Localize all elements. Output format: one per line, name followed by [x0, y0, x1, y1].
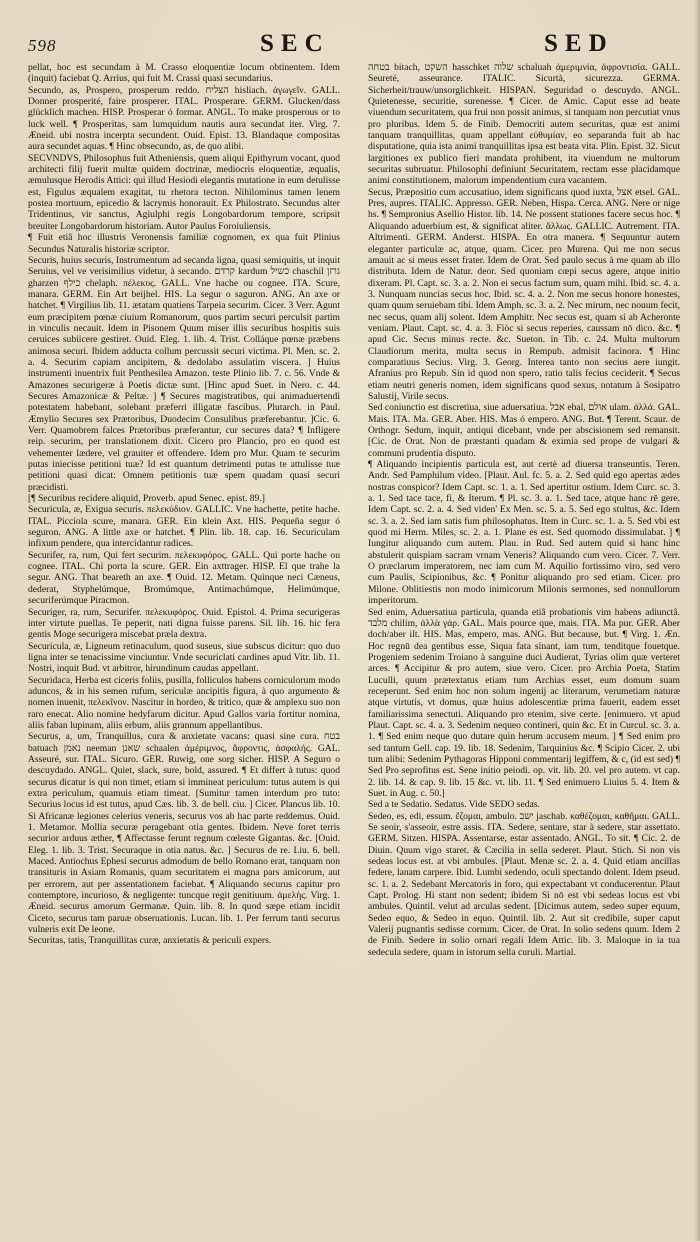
dictionary-entry: Securicula, æ, Exigua securis. πελεκύδιον. GALLIC. Vne hachette, petite hache. ITAL. Picciola scure, manara. GER. Ein klein Axt. HIS. Pequeña segur ó seguron. ANG. A little axe or hatchet. ¶ Plin. lib. 18. cap. 16. Securiculam infixum pendere, qua intercidantur radices. — [28, 504, 340, 550]
dictionary-entry: pellat, hoc est secundam à M. Crasso eloquentiæ locum obtinentem. Idem (inquit) faciebat Q. Arrius, qui fuit M. Crassi quasi secundarius. — [28, 62, 340, 85]
dictionary-entry: Securiger, ra, rum, Securifer. πελεκυφόρος. Ouid. Epistol. 4. Prima securigeras inter virtute puellas. Te peperit, nati digna fuisse parens. Sil. lib. 16. hic fera gentis Moge securigera miscebat præla dextra. — [28, 606, 340, 641]
dictionary-entry: Securifer, ra, rum, Qui fert securim. πελεκυφόρος. GALL. Qui porte hache ou cognee. ITAL. Chi porta la scure. GER. Ein axttrager. HISP. El que trahe la segur. ANG. That beareth an axe. ¶ Ouid. 12. Metam. Quinque neci Cæneus, dederat, Styphelúmque, Bromúmque, Antimachúmque, Helimúmque, securiferúmque Piracmon. — [28, 549, 340, 607]
dictionary-entry: ¶ Aliquando incipientis particula est, aut certè ad diuersa transeuntis. Teren. Andr. Sed Pamphilum video. [Plaut. Aul. fc. 5. a. 2. Sed quid ego apertas ædes nostras conspicor? Idem Capt. sc. 1. a. 1. Sed apertitur ostium. Idem Curc. sc. 3. a. 1. Sed tace tace, fi, & Iterum. ¶ Pl. sc. 3. a. 1. Sed tace, atque hanc rē gere. Idem Capt. sc. 2. a. 4. Sed viden' Ex Men. sc. 5. a. 5. Sed ego stultus, &c. Idem sc. 3. a. 2. Sed iam satis fum philosophatus. Item in Curc. sc. 1. a. 5. Sed vbi est quod mi Herm. Miles, sc. 2. a. 1. Plane es est. Sed quomodo dissimulabat. ] ¶ Iungitur aliquando cum autem. Plau. in Rud. Sed autem quid si hanc hinc abstulerit quispiam sacram vrnam Veneris? Aliquando cum vero. Cicer. 7. Verr. O præclarum imperatorem, nec iam cum M. Aquilio fortissimo viro, sed vero cum Paulis, Scipionibus, &c. ¶ Ponitur aliquando pro sed etiam. Cicer. pro Milone. Oblitiestis non modo inimicorum Milonis sermones, sed nonnullorum imperitorum. — [368, 459, 680, 607]
left-column — [28, 62, 340, 1242]
text-columns — [28, 62, 680, 1242]
dictionary-entry: Securis, huius securis, Instrumentum ad secanda ligna, quasi semiquitis, ut inquit Seruius, vel ve verisimilius videtur, à secando. קרדם kardum כשיל chaschil גרזן gharzen כילף chelaph. πέλεκυς. GALL. Vne hache ou cognee. ITA. Scure, manara. GERM. Ein Art beijhel. HIS. La segur o saguron. ANG. An axe or hatchet. ¶ Virgilius lib. 11. ætatam quatiens Tarpeia securim. Cicer. 3 Verr. Agunt eum præcipitem pœnæ ciuium Romanorum, quos partim securi perculsit partim in vinculis necauit. Idem in Pisonem Quum miser illis securibus hospitis suis ceruices subiicere gestiret. Ouid. Eleg. 1. lib. 4. Trist. Colláque pœnæ præbens animosa securi. Ibidem adducta collum percussit securi victima. Pl. Men. sc. 2. a. 4. Securim capiam ancipitem, & dedolabo assulatim viscera. ] Huius instrumenti inuentrix fuit Penthesilea Amazon. teste Plinio lib. 7. c. 56. Vnde & Amazones securigeræ à Poetis dictæ sunt. [Hinc apud Suet. in Nero. c. 44. Secures Amazonicæ & Peltæ. ] ¶ Secures magistratibus, qui animaduertendi potestatem habebant, solebant præferri illigatæ fascibus. Plutarch. in Paul. Æmylio Secures sex Prætoribus, Duodecim Consulibus præferebantur. ]Cic. 6. Verr. Quamobrem falces Prætoribus præferantur, cur secures data? ¶ Infligere reip. securim, per translationem dixit. Cicero pro Plancio, pro eo quod est vehementer lædere, vel grauiter et offendere. Idem pro Mur. Quam te securim putas iniecisse petitioni tuæ? Id est quantum detrimenti putas te attulisse tuæ petitioni quasi dicat: Omnem petitionis tuæ spem quadam quasi securi præcidisti. — [28, 254, 340, 493]
dictionary-entry: Securidaca, Herba est ciceris foliis, pusilla, folliculos habens corniculorum modo aduncos, & in his semen rufum, sericulæ ancipitis figura, à quo argumento & nomen inuenit, πελεκῖνον. Nascitur in hordeo, & tritico, quæ & amplexu suo non raro enecat. Alio nomine hedyfarum dicitur. Apud Gallos varia fortitur nomina, aliis faban lupinam, aliis erbum, aliis grannum appellantibus. — [28, 674, 340, 731]
left-headword: SEC — [260, 30, 330, 57]
dictionary-entry: Securicula, æ, Ligneum retinaculum, quod suseus, siue subscus dicitur: quo duo ligna inter se tenacissime vinciuntur. Vnde securiclati cardines apud Vitr. lib. 11. Nostri, inquit Bud. vt arbitror, hirundinum caudas appellant. — [28, 640, 340, 675]
dictionary-entry: Sed a te Sedatio. Sedatus. Vide SEDO sedas. — [368, 799, 540, 811]
dictionary-entry: Sed coniunctio est discretiua, siue aduersatiua. אבל ebal, אולם ulam. ἀλλά. GAL. Mais. ITA. Ma. GER. Aber. HIS. Mas ó empero. ANG. But. ¶ Terent. Scaur. de Orthogr. Sedum, inquit, antiqui dicebant, vnde per abscisionem sed remansit. [Cic. de Orat. Non de præstanti quadam & eximia sed prope de vulgari & communi prudentia disputo. — [368, 402, 680, 459]
right-headword: SED — [544, 30, 614, 57]
paper-edge-shadow — [694, 0, 700, 1241]
dictionary-entry: Securitas, tatis, Tranquillitas curæ, anxietatis & periculi expers. — [28, 935, 272, 947]
dictionary-entry: Secundo, as, Prospero, prosperum reddo. הצליח hisliach. ἀγωγεῖν. GALL. Donner prosperité, faire prosperer. ITAL. Prosperare. GERM. Glucken/dass glücklich machen. HISP. Prosperar ó formar. ANGL. To make prosperous or to luck well. ¶ Prosperitas, sam lumquidum nautis aura secundat iter. Virg. 7. Æneid. ubi nostra incerpta secundent. Ouid. Epist. 13. Blandaque compositas aura secundet aquas. ¶ Hinc obsecundo, as, de quo alibi. — [28, 84, 340, 153]
dictionary-entry: Sedeo, es, edi, essum. ἕζομαι, ambulo. ישב jaschab. καθέζομαι, καθῆμαι. GALL. Se seoir, s'asseoir, estre assis. ITA. Sedere, sentare, star à sedere, star assettato. GERM. Sitzen. HISPA. Assentarse, estar assentado. ANGL. To sit. ¶ Cic. 2. de Diuin. Quum vigo staret. & Cæcilia in sella sederet. Plaut. Stich. Si non vis sedeas locus est. at vbi ambules. [Plaut. Menæ sc. 2. a. 4. Quid etiam ancillas federe, lanam carpere. Ibid. Lumbi sedendo, oculi spectando dolent. Idem pseud. sc. 1. a. 2. Sedebant Mercatoris in foro, qui expectabant vt conducerentur. Plaut Capt. Prolog. Hi stant non sedent; ibidem Si nō est vbi sedeas locus est vbi ambules. Quintil. velut ad arculas sedent. [Dicimus autem, sedeo super equum, Sedeo equo, & Sedeo in equo. Quintil. lib. 2. Aut sit credibile, super caput Valerij pugnantis sedisse cornum. Cicer. de Orat. In solio sedens quum. Idem 2 de Finib. Sedere in solio ornari regali Idem Attic. lib. 3. Maloque in ia tua sedecula sedere, quam in istorum sella curuli. Martial. — [368, 810, 680, 958]
dictionary-entry: [¶ Securibus recidere aliquid, Proverb. apud Senec. epist. 89.] — [28, 493, 265, 505]
dictionary-entry: בטחה bitach, השקט hasschket שלוה schaluah ἀμεριμνία, ἀφροντισία. GALL. Seureté, asseurance. ITALIC. Sicurtà, sicurezza. GERMA. Sicherheit/trauw/unsorglichkeit. HISPAN. Seguridad o descuydo. ANGL. Quietenesse, securitie, surenesse. ¶ Cicer. de Amic. Caput esse ad beate viuendum securitatem, qua frui non possit animus, si tanquam non percutiat vnus pro pluribus. Idem 5. de Finib. Democriti autem securitas, quæ est animi tanquam tranquillitas, quam appellant εὐθυμίαν, eo separanda fuit ab hac disputatione, quia ista animi tranquillitas ipsa est beata vita. Plin. Epist. 32. Sicut largitiones ex publico fieri mandata prohibent, ita viuendum ne multorum securitas subruatur. Philosophi definiunt Securitatem, rectam esse placidamque animi constitutionem, malorum impendentium cura vacantem. — [368, 62, 680, 187]
page-number: 598 — [28, 36, 57, 55]
dictionary-entry: Secus, Præpositio cum accusatiuo, idem significans quod iuxta, אצל etsel. GAL. Pres, aupres. ITALIC. Appresso. GER. Neben, Hispa. Cerca. ANG. Nere or nige hs. ¶ Sempronius Asellio Histor. lib. 14. Ne possent stationes facere secus hoc. ¶ Aliquando aduerbium est, & significat aliter. ἄλλως. GALLIC. Autrement. ITA. Altrimenti. GERM. Anderst. HISPA. En otra manera. ¶ Sequuntur autem eleganter particulæ ac, atque, quam. Cicer. pro Murena. Qui me non secus amauit ac si meus esset frater. Idem de Orat. Sed paulo secus à me quam ab illo distributa. Idem de Natur. deor. Sed quoniam cœpi secus agere, atque initio dixeram. Pl. Capt. sc. 3. a. 2. Non ei secus factum sum, quam mihi. Ibid. sc. 4. a. 3. Nunquam nuncias secus hoc. Ibid. sc. 4. a. 2. Non me secus honore honestes, quam quum seruiebam tibi. Idem Amph. sc. 3. a. 2. Nec mirum, nec nouum fecit, nec secus, quam alij solent. Idem Amphitr. Nec secus est, quam si ab Acheronte veniam. Plaut. Capt. sc. 4. a. 3. Fiòc si secus reperies, caussam nō dico. &c. ¶ apud Cic. Secus minus recte. &c. Sueton. in Tib. c. 24. Multa multorum Claudiorum merita, multa secus in Rempub. admisit facinora. ¶ Hinc comparatiuus Secius. Virg. 3. Georg. Interea tanto non secius aere iungit. Afranius pro Repub. Sin id quod non spero, ratio talis fecius ceciderit. ¶ Secus etiam neutri generis nomen, idem significans quod sexus, notatum à Sosipatro Salustij, Virile secus. — [368, 186, 680, 402]
right-column — [368, 62, 680, 1242]
dictionary-entry: Sed enim, Aduersatiua particula, quanda etiâ probationis vim habens adiunctâ. מלבד chilim, ἀλλὰ γάρ. GAL. Mais pource que, mais. ITA. Ma pur. GER. Aber doch/aber iſt. HIS. Mas, empero, mas. ANG. But because, but. ¶ Virg. 1. Æn. Hoc regnū dea gentibus esse, Siqua fata sinant, iam tum, tenditque fouetque. Progeniem sedenim Troiano à sanguine duci Audierat, Tyrias olim quæ verteret arces. ¶ Accipitur & pro autem, siue vero. Cicer. pro Archia Poeta, Statim Luculli, quum prætextatus etiam tum Archias esset, eum domum suam receperunt. Sed enim hoc non solum ingenij ac literarum, verumetiam naturæ atque virtutis, vt domus, quæ huius adolescentiæ prima fauerit, eadem esset familiarissima senectuti. Aliquando pro etenim, sive certe. [enimuero. vt apud Plaut. Capt. sc. 4. a. 3. Sedenim nequeo contineri, quin &c. Et in Curcul. sc. 3. a. 1. ¶ Sed enim neque quo dutare quin herum accusem meum. ] ¶ Sed enim pro sed tantum Gell. cap. 19. lib. 18. Sedenim, Tarquinius &c. ¶ Scipio Cicer. 2. ubi tum alibi: Sedenim Pythagoras Hipponi commentarij legiffem, & c, (id est sed) ¶ Sed Pro seprofitus est. Sene initio peiodi. op. vit. lib. 20. vel pro autem. vt cap. 2. lib. 14. & cap. 9. lib. 15 &c. vt. lib. 11. ¶ Sed enimuero Liuius 5. 4. Item & Suet. in Aug. c. 50.] — [368, 606, 680, 799]
dictionary-entry: Securus, a, um, Tranquillus, cura & anxietate vacans: quasi sine cura. בטח batuach נאמן neeman שאנן schaalen ἀμέριμνος, ἄφροντις, ἀσφαλής. GAL. Asseuré, sur. ITAL. Sicuro. GER. Ruwig, one sorg sicher. HISP. A Seguro o descuydado. ANGL. Quiet, slack, sure, bold, assured. ¶ Et differt à tutus: quod securus dicatur is qui non timet, etiam si immineat periculum: tutus autem is qui extra periculum, quamuis etiam timeat. [Sumitur tamen interdum pro tuto: Securius locus id est tutus, apud Cæs. lib. 3. de bell. ciu. ] Cicer. Plancus lib. 10. Si Africanæ legiones celerius veneris, securus vos ab hac parte reddemus. Ouid. 1. Metamor. Mollia securæ peragebant otia gentes. Ibidem. Neve foret terris securior arduus æther, ¶ Affectasse ferunt regnum cœleste Gigantas. &c. [Ouid. Eleg. 1. lib. 3. Trist. Securaque in otia natus. &c. ] Securus de re. Liu. 6. bell. Maced. Antiochus Ephesi securus admodum de bello Romano erat, tanquam non transituris in Asiam Romanis, quam securitatem ei magna pars amicorum, aut per errorem, aut per assentationem faciebat. ¶ Aliquando securus capitur pro contemptore, incurioso, & negligente: tuncque regit genitiuum. ἀμελὴς. Virg. 1. Æneid. securus amorum Germanæ. Quin. lib. 8. In quod sæpe etiam incidit Ciceto, securus tam paruæ obseruationis. Lucan. lib. 1. Per ferrum tanti securus vulneris exit De leone. — [28, 731, 340, 936]
dictionary-entry: ¶ Fuit etiâ hoc illustris Veronensis familiæ cognomen, ex qua fuit Plinius Secundus Naturalis historiæ scriptor. — [28, 232, 340, 255]
running-header — [28, 30, 680, 58]
dictionary-entry: SECVNDVS, Philosophus fuit Atheniensis, quem aliqui Epithyrum vocant, quod architecti filij fuerit multæ quidem doctrinæ, mediocris eloquentiæ, æqualis, æmulusque Herodis Attici: qui illud Hesiodi elegantis mutatione in eum detulisse est, Figulus æqualem exagitat, tu rhetora tecton. Nihilominus tamen lenem postea mortuum, epicedio & lacrymis honorauit. Ex Philostrato. Secundus alter Tridentinus, vir sanctus, Agiulphi regis Longobardorum tempore, scripsit breuiter Longobardorum historiam. Autor Paulus Foroiuliensis. — [28, 152, 340, 232]
